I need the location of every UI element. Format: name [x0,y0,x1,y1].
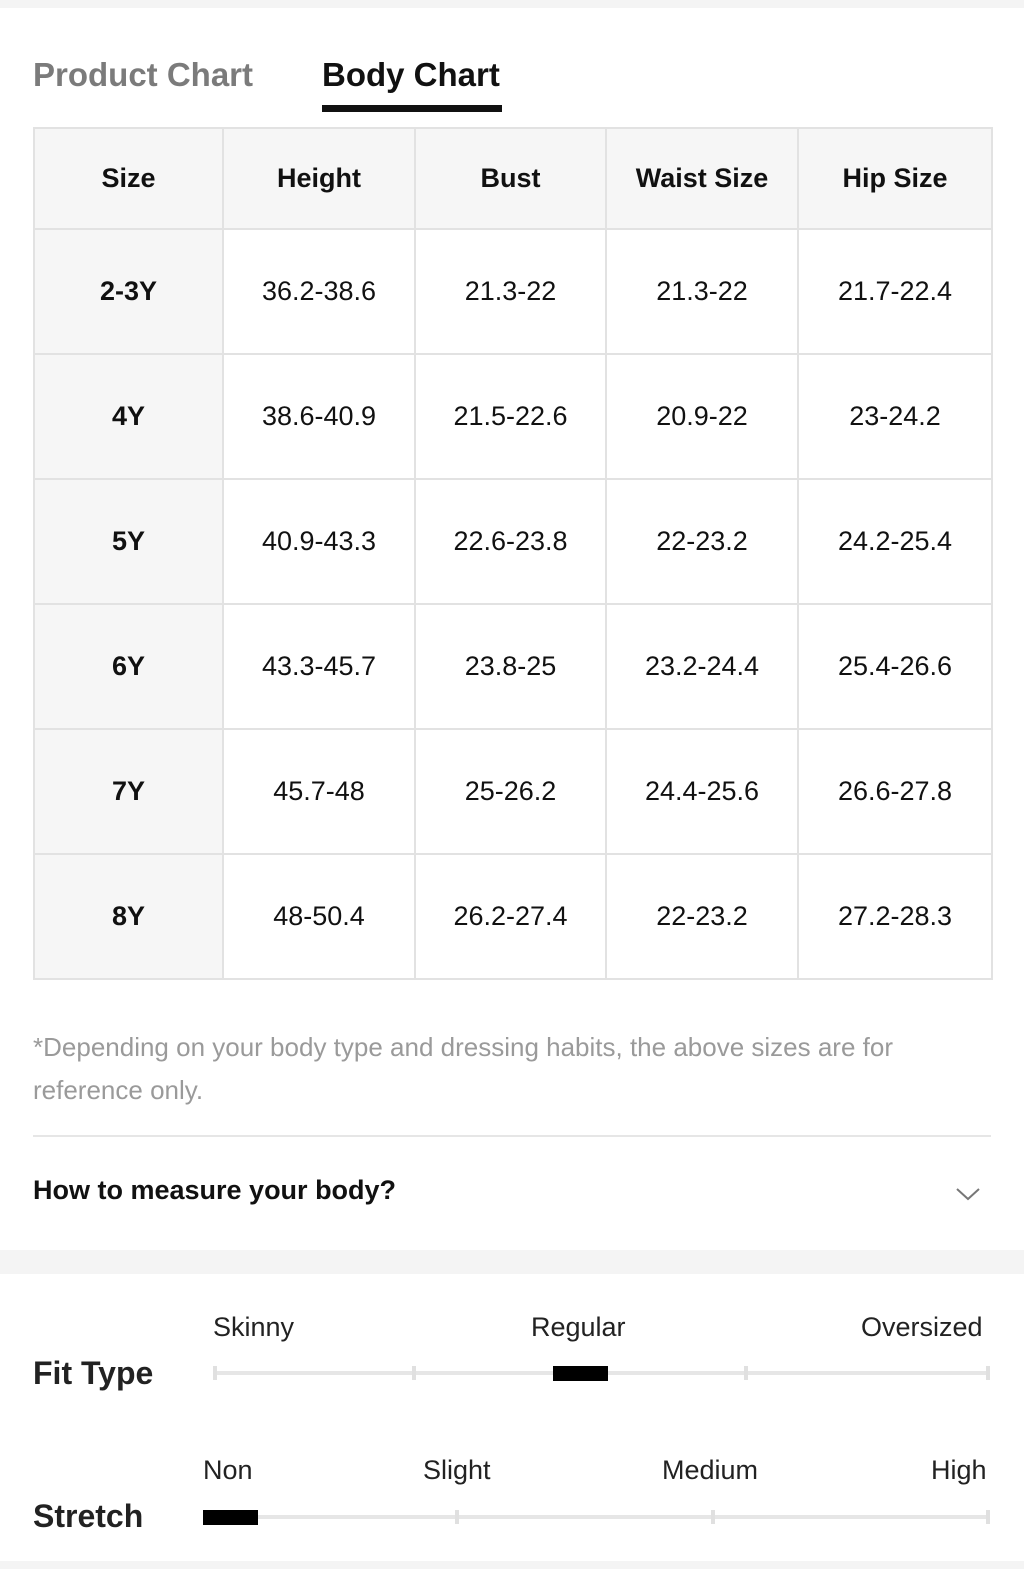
stretch-title: Stretch [33,1498,144,1534]
fit-tick [213,1366,217,1380]
fit-tick [744,1366,748,1380]
table-cell: 21.3-22 [415,229,606,354]
body-size-table [33,127,993,980]
table-cell: 22-23.2 [606,479,798,604]
table-row [34,354,992,479]
table-cell: 23.8-25 [415,604,606,729]
table-row [34,479,992,604]
table-cell: 25.4-26.6 [798,604,992,729]
tab-body-chart[interactable]: Body Chart [322,56,500,93]
table-cell: 5Y [34,479,223,604]
fit-stretch-panel [0,1274,1024,1561]
chevron-down-icon[interactable] [956,1182,980,1206]
fit-label-oversized: Oversized [861,1312,983,1342]
how-to-measure-toggle[interactable]: How to measure your body? [33,1175,397,1205]
table-header-row [34,128,992,229]
fit-type-indicator [553,1366,608,1381]
table-cell: 4Y [34,354,223,479]
table-cell: 48-50.4 [223,854,415,979]
fit-label-regular: Regular [531,1312,626,1342]
header-waist-size: Waist Size [606,128,798,229]
stretch-tick [711,1510,715,1524]
table-cell: 7Y [34,729,223,854]
table-cell: 26.6-27.8 [798,729,992,854]
stretch-scale [204,1515,990,1519]
table-cell: 8Y [34,854,223,979]
fit-tick [412,1366,416,1380]
table-row [34,229,992,354]
stretch-label-slight: Slight [423,1455,491,1485]
table-cell: 40.9-43.3 [223,479,415,604]
table-cell: 45.7-48 [223,729,415,854]
table-cell: 43.3-45.7 [223,604,415,729]
fit-label-skinny: Skinny [213,1312,295,1342]
size-disclaimer: *Depending on your body type and dressing habits, the above sizes are for reference only. [33,1032,893,1105]
table-cell: 38.6-40.9 [223,354,415,479]
table-cell: 26.2-27.4 [415,854,606,979]
table-cell: 22.6-23.8 [415,479,606,604]
stretch-label-non: Non [203,1455,253,1485]
table-cell: 25-26.2 [415,729,606,854]
table-cell: 27.2-28.3 [798,854,992,979]
table-cell: 21.7-22.4 [798,229,992,354]
table-row [34,854,992,979]
stretch-label-high: High [931,1455,987,1485]
header-bust: Bust [415,128,606,229]
table-cell: 24.2-25.4 [798,479,992,604]
stretch-label-medium: Medium [662,1455,759,1485]
table-cell: 24.4-25.6 [606,729,798,854]
fit-tick [986,1366,990,1380]
table-cell: 21.5-22.6 [415,354,606,479]
stretch-tick [455,1510,459,1524]
table-cell: 23-24.2 [798,354,992,479]
table-cell: 2-3Y [34,229,223,354]
table-cell: 20.9-22 [606,354,798,479]
table-cell: 36.2-38.6 [223,229,415,354]
header-hip-size: Hip Size [798,128,992,229]
table-row [34,604,992,729]
table-cell: 22-23.2 [606,854,798,979]
table-cell: 21.3-22 [606,229,798,354]
fit-type-title: Fit Type [33,1355,154,1391]
table-cell: 23.2-24.4 [606,604,798,729]
header-size: Size [34,128,223,229]
table-cell: 6Y [34,604,223,729]
stretch-tick [986,1510,990,1524]
header-height: Height [223,128,415,229]
table-row [34,729,992,854]
tab-product-chart[interactable]: Product Chart [33,56,254,93]
active-tab-indicator [322,105,502,112]
stretch-indicator [203,1510,258,1525]
size-chart-panel [0,8,1024,1250]
section-divider [33,1135,991,1137]
